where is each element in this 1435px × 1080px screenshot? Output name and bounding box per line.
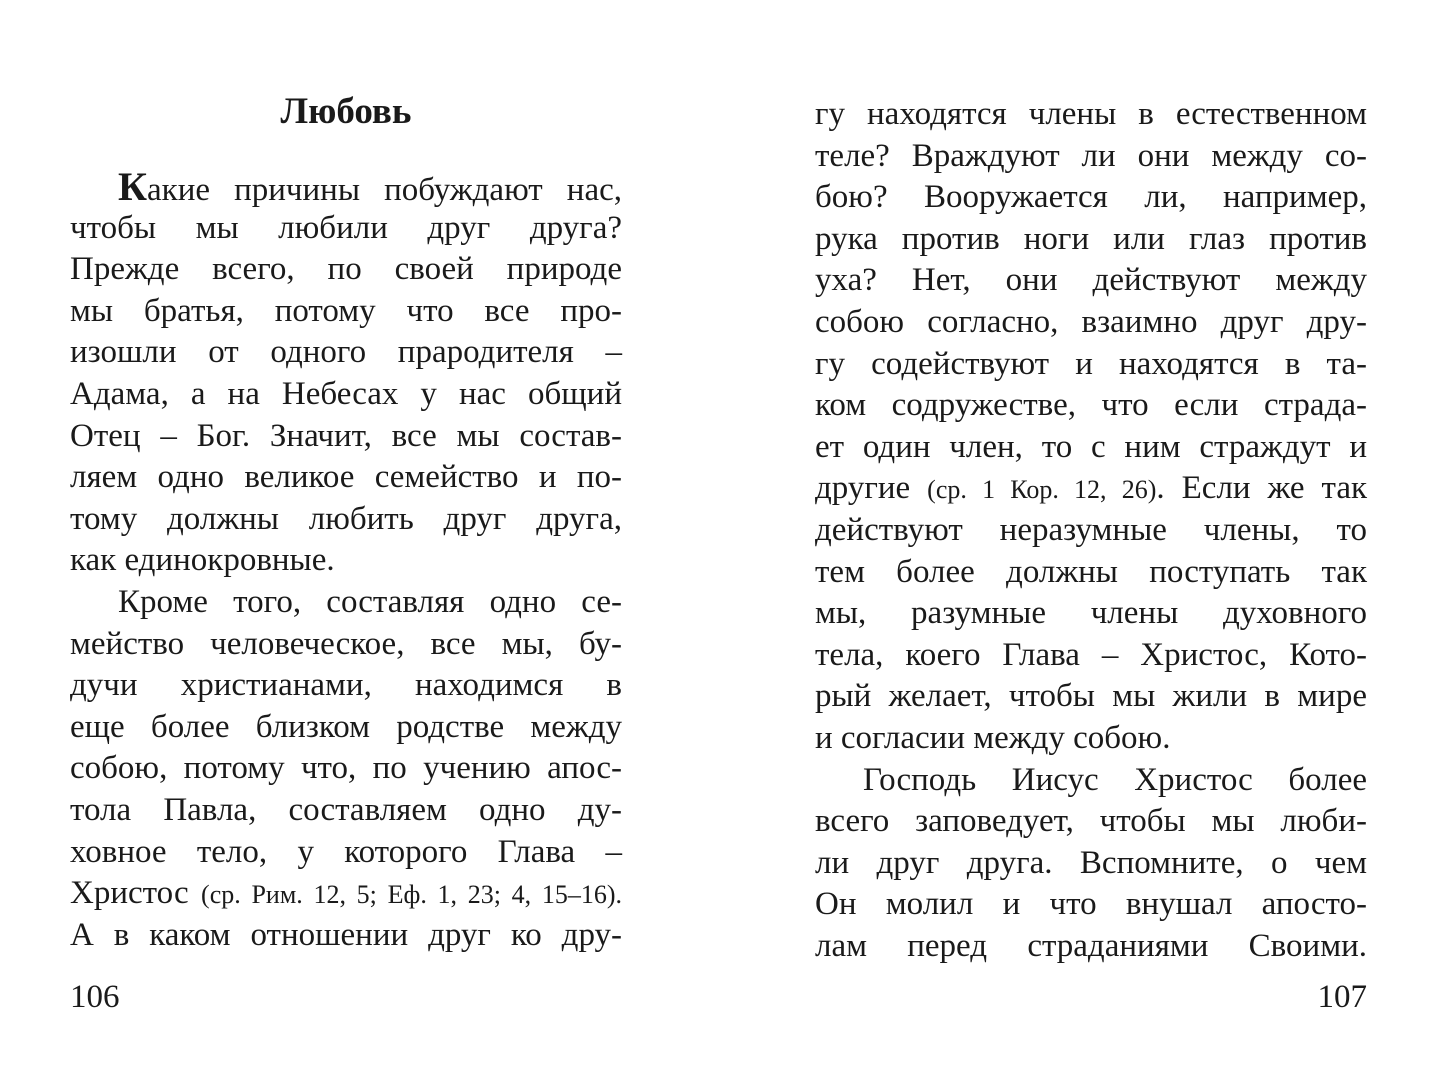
text-line: гу содействуют и находятся в та-: [815, 345, 1367, 382]
text-line: мейство человеческое, все мы, бу-: [70, 625, 622, 662]
text-line: Христос (ср. Рим. 12, 5; Еф. 1, 23; 4, 15–16).: [70, 875, 623, 912]
text-line: Кроме того, составляя одно се-: [118, 583, 622, 620]
text-line: изошли от одного прародителя –: [70, 334, 622, 371]
text-line: другие (ср. 1 Кор. 12, 26). Если же так: [815, 470, 1368, 507]
chapter-title: Любовь: [280, 91, 412, 132]
text-line: мы братья, потому что все про-: [70, 292, 622, 329]
text-line: ховное тело, у которого Глава –: [70, 833, 622, 870]
text-line: ли друг друга. Вспомните, о чем: [815, 844, 1367, 881]
text-line: тому должны любить друг друга,: [70, 500, 622, 537]
text-line: теле? Враждуют ли они между со-: [815, 137, 1367, 174]
text-line: как единокровные.: [70, 542, 335, 579]
text-line: чтобы мы любили друг друга?: [70, 209, 622, 246]
text-line: собою, потому что, по учению апос-: [70, 750, 622, 787]
text-line: Он молил и что внушал апосто-: [815, 886, 1367, 923]
text-line: бою? Вооружается ли, например,: [815, 179, 1367, 216]
right-page: [815, 0, 1367, 1080]
text-line: уха? Нет, они действуют между: [815, 262, 1367, 299]
text-line: Адама, а на Небесах у нас общий: [70, 375, 622, 412]
text-line: Прежде всего, по своей природе: [70, 251, 622, 288]
text-line: Господь Иисус Христос более: [863, 761, 1367, 798]
text-line: Какие причины побуждают нас,: [118, 164, 622, 209]
page-number: 106: [70, 979, 120, 1015]
text-line: ляем одно великое семейство и по-: [70, 459, 622, 496]
text-line: тола Павла, составляем одно ду-: [70, 791, 622, 828]
left-page-text: [70, 166, 622, 956]
text-line: мы, разумные члены духовного: [815, 595, 1367, 632]
right-page-text: [815, 94, 1367, 967]
text-line: рый желает, чтобы мы жили в мире: [815, 678, 1367, 715]
left-page: [70, 0, 622, 1080]
text-line: собою согласно, взаимно друг дру-: [815, 303, 1367, 340]
text-line: ет один член, то с ним страждут и: [815, 428, 1367, 465]
text-line: тела, коего Глава – Христос, Кото-: [815, 636, 1367, 673]
scripture-reference: (ср. Рим. 12, 5; Еф. 1, 23; 4, 15–16).: [201, 880, 623, 910]
text-line: ком содружестве, что если страда-: [815, 387, 1367, 424]
text-line: Отец – Бог. Значит, все мы состав-: [70, 417, 622, 454]
text-line: всего заповедует, чтобы мы люби-: [815, 803, 1367, 840]
text-line: А в каком отношении друг ко дру-: [70, 916, 622, 953]
text-line: еще более близком родстве между: [70, 708, 622, 745]
drop-cap: К: [118, 164, 148, 209]
page-number: 107: [1317, 979, 1367, 1015]
text-line: гу находятся члены в естественном: [815, 96, 1367, 132]
text-line: рука против ноги или глаз против: [815, 220, 1367, 257]
text-line: тем более должны поступать так: [815, 553, 1367, 590]
text-line: дучи христианами, находимся в: [70, 667, 622, 704]
text-line: действуют неразумные члены, то: [815, 511, 1367, 548]
text-line: лам перед страданиями Своими.: [815, 927, 1367, 964]
scripture-reference: (ср. 1 Кор. 12, 26): [927, 475, 1157, 505]
text-line: и согласии между собою.: [815, 719, 1171, 756]
